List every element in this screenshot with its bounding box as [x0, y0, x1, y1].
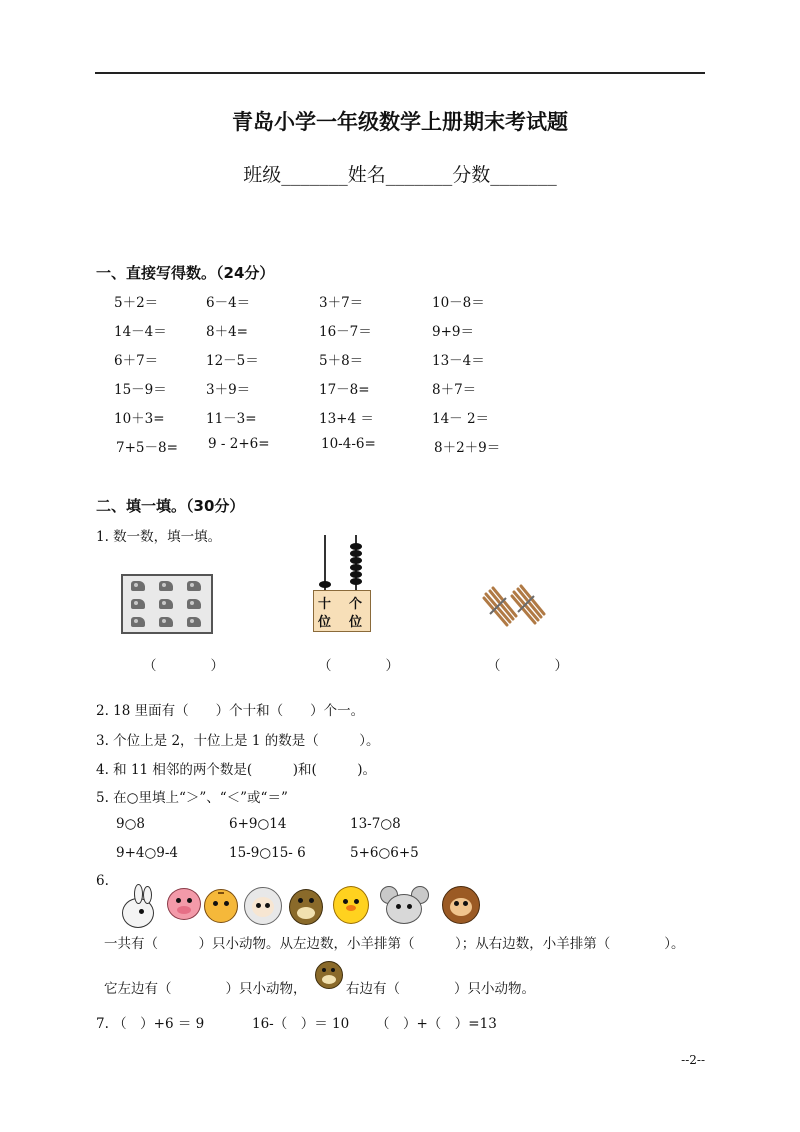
student-info-line: 班级_______姓名_______分数_______	[243, 164, 557, 186]
abacus-label: 位	[349, 615, 363, 630]
ox-icon	[315, 961, 343, 989]
equation: 15－9＝	[114, 382, 167, 398]
abacus-label: 个	[349, 597, 363, 612]
equation: 10－8＝	[432, 295, 485, 311]
ox-icon	[289, 889, 323, 925]
question-1: 1. 数一数，填一填。	[96, 529, 222, 545]
page-title: 青岛小学一年级数学上册期末考试题	[232, 110, 568, 134]
compare-item: 5+6○6+5	[350, 845, 419, 861]
question-6-number: 6.	[96, 873, 109, 889]
equation: 6－4＝	[206, 295, 251, 311]
question-6-line2-left: 它左边有（ ）只小动物，	[104, 981, 307, 997]
abacus-picture	[313, 535, 371, 633]
question-4: 4. 和 11 相邻的两个数是( )和( )。	[96, 762, 376, 778]
question-7-b: 16-（ ）＝ 10	[252, 1016, 350, 1032]
equation: 3＋7＝	[319, 295, 364, 311]
equation: 9+9＝	[432, 324, 474, 340]
compare-item: 9+4○9-4	[116, 845, 179, 861]
chicken-icon	[333, 886, 369, 924]
equation: 3＋9＝	[206, 382, 251, 398]
equation: 10＋3=	[114, 411, 165, 427]
equation: 13+4 ＝	[319, 411, 374, 427]
stick-bundles-picture	[482, 582, 548, 628]
equation: 8＋4=	[206, 324, 248, 340]
answer-blank[interactable]: （ ）	[318, 658, 399, 674]
answer-blank[interactable]: （ ）	[487, 658, 568, 674]
question-7-a: 7. （ ）+6 ＝ 9	[96, 1016, 205, 1032]
question-7-c: （ ）+（ ）=13	[376, 1016, 497, 1032]
compare-item: 6+9○14	[229, 816, 287, 832]
abacus-bead	[350, 543, 362, 550]
equation: 6＋7＝	[114, 353, 159, 369]
compare-item: 9○8	[116, 816, 145, 832]
equation: 16－7＝	[319, 324, 372, 340]
pig-icon	[167, 888, 201, 920]
compare-item: 13-7○8	[350, 816, 401, 832]
equation: 5＋2＝	[114, 295, 159, 311]
sheep-icon	[244, 887, 282, 925]
equation: 8＋7＝	[432, 382, 477, 398]
abacus-bead	[350, 550, 362, 557]
rabbit-ear	[143, 886, 152, 904]
equation: 10-4-6=	[321, 436, 376, 452]
counting-picture	[121, 574, 213, 634]
equation: 14－ 2＝	[432, 411, 490, 427]
question-6-line1: 一共有（ ）只小动物。从左边数，小羊排第（ ）；从右边数，小羊排第（ ）。	[104, 936, 685, 952]
equation: 14－4＝	[114, 324, 167, 340]
question-2: 2. 18 里面有（ ）个十和（ ）个一。	[96, 703, 365, 719]
section2-heading: 二、填一填。（30分）	[96, 497, 245, 515]
page-number: --2--	[681, 1053, 705, 1067]
equation: 13－4＝	[432, 353, 485, 369]
question-3: 3. 个位上是 2，十位上是 1 的数是（ ）。	[96, 733, 380, 749]
mouse-icon	[386, 894, 422, 924]
abacus-label: 十	[318, 597, 332, 612]
abacus-bead	[350, 578, 362, 585]
abacus-bead	[350, 571, 362, 578]
tiger-icon	[204, 889, 238, 923]
equation: 7+5－8=	[116, 440, 178, 456]
answer-blank[interactable]: （ ）	[143, 658, 224, 674]
equation: 17－8=	[319, 382, 370, 398]
equation: 12－5＝	[206, 353, 259, 369]
abacus-bead	[319, 581, 331, 588]
monkey-icon	[442, 886, 480, 924]
equation: 11－3=	[206, 411, 257, 427]
question-5: 5. 在○里填上“＞”、“＜”或“＝”	[96, 790, 288, 806]
equation: 8＋2＋9＝	[434, 440, 501, 456]
abacus-label: 位	[318, 615, 332, 630]
equation: 5＋8＝	[319, 353, 364, 369]
question-6-line2-right: 右边有（ ）只小动物。	[346, 981, 535, 997]
abacus-bead	[350, 564, 362, 571]
top-rule	[95, 72, 705, 74]
rabbit-ear	[134, 884, 143, 904]
abacus-bead	[350, 557, 362, 564]
section1-heading: 一、直接写得数。（24分）	[96, 264, 275, 282]
compare-item: 15-9○15- 6	[229, 845, 306, 861]
equation: 9 - 2+6=	[208, 436, 270, 452]
